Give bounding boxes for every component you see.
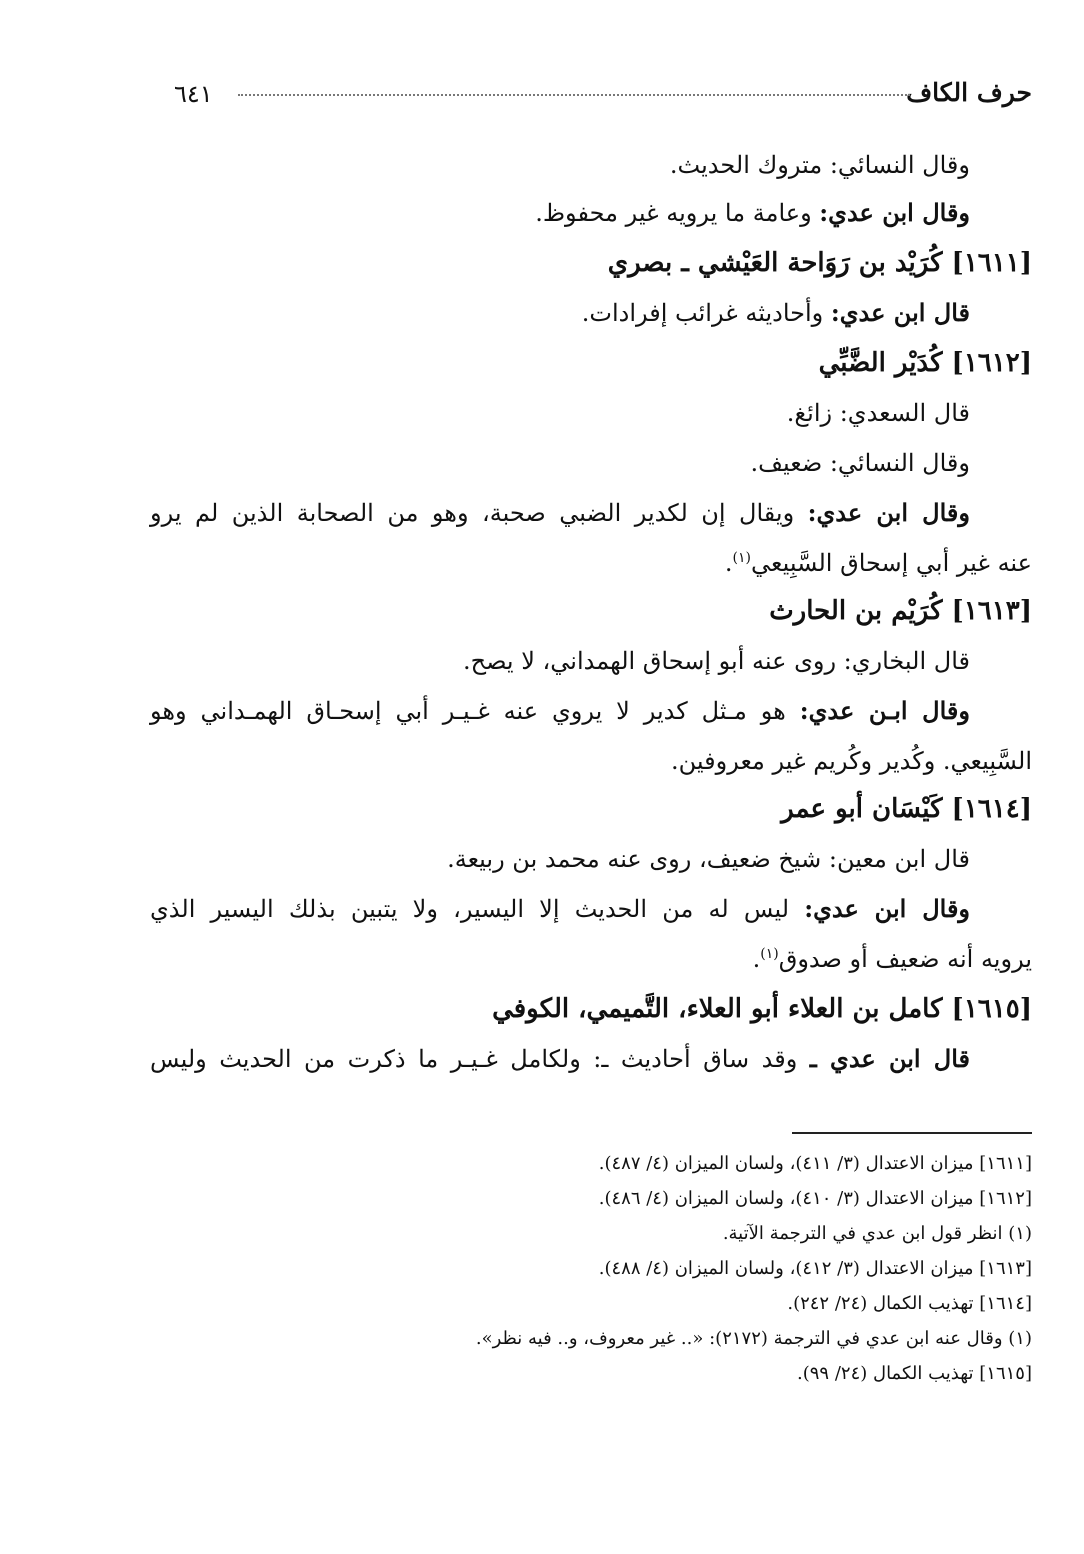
page-number: ٦٤١ bbox=[174, 80, 213, 108]
footnote-marker: (١) bbox=[732, 550, 751, 566]
header-dotted-rule bbox=[238, 94, 910, 96]
footnote: [١٦١٤] تهذيب الكمال (٢٤/ ٢٤٢). bbox=[787, 1293, 1032, 1314]
footnote: [١٦١٣] ميزان الاعتدال (٣/ ٤١٢)، ولسان الميزان (٤/ ٤٨٨). bbox=[598, 1258, 1032, 1279]
text-line: السَّبِيعي. وكُدير وكُريم غير معروفين. bbox=[671, 747, 1032, 775]
text-line: وقال ابن عدي: وعامة ما يرويه غير محفوظ. bbox=[535, 198, 970, 227]
entry-heading: [١٦١٢] كُدَيْر الضَّبِّي bbox=[818, 348, 1032, 378]
chapter-title: حرف الكاف bbox=[906, 78, 1032, 107]
entry-heading: [١٦١٥] كامل بن العلاء أبو العلاء، التَّميمي، الكوفي bbox=[492, 994, 1032, 1024]
text-line: عنه غير أبي إسحاق السَّبِيعي$^{(١)}$. bbox=[724, 549, 1032, 577]
entry-heading: [١٦١١] كُرَيْد بن رَوَاحة العَيْشي ـ بصري bbox=[607, 248, 1032, 278]
footnote-separator bbox=[792, 1132, 1032, 1134]
entry-heading: [١٦١٣] كُرَيْم بن الحارث bbox=[769, 596, 1032, 626]
page-header bbox=[150, 72, 1032, 112]
footnote: (١) وقال عنه ابن عدي في الترجمة (٢١٧٢): «.. غير معروف، و.. فيه نظر». bbox=[475, 1328, 1032, 1349]
text-line: قال ابن عدي ـ وقد ساق أحاديث ـ: ولكامل غـيـر ما ذكرت من الحديث وليس bbox=[150, 1044, 971, 1073]
footnote-marker: (١) bbox=[760, 946, 779, 962]
entry-heading: [١٦١٤] كَيْسَان أبو عمر bbox=[781, 794, 1032, 824]
text-line: قال ابن عدي: وأحاديثه غرائب إفرادات. bbox=[581, 298, 970, 327]
footnote: (١) انظر قول ابن عدي في الترجمة الآتية. bbox=[722, 1223, 1032, 1244]
text-line: وقال النسائي: متروك الحديث. bbox=[669, 151, 970, 179]
footnote: [١٦١٥] تهذيب الكمال (٢٤/ ٩٩). bbox=[797, 1363, 1032, 1384]
footnote: [١٦١٢] ميزان الاعتدال (٣/ ٤١٠)، ولسان الميزان (٤/ ٤٨٦). bbox=[598, 1188, 1032, 1209]
text-line: وقال النسائي: ضعيف. bbox=[750, 449, 970, 477]
text-line: وقال ابن عدي: ويقال إن لكدير الضبي صحبة، وهو من الصحابة الذين لم يرو bbox=[150, 498, 970, 527]
text-line: قال البخاري: روى عنه أبو إسحاق الهمداني، لا يصح. bbox=[463, 647, 970, 675]
text-line: وقال ابـن عدي: هو مـثل كدير لا يروي عنه غـيـر أبي إسحـاق الهمـداني وهو bbox=[150, 696, 970, 725]
text-line: يرويه أنه ضعيف أو صدوق$^{(١)}$. bbox=[752, 945, 1032, 973]
text-line: وقال ابن عدي: ليس له من الحديث إلا اليسير، ولا يتبين بذلك اليسير الذي bbox=[150, 894, 971, 923]
text-line: قال السعدي: زائغ. bbox=[786, 399, 970, 427]
footnote: [١٦١١] ميزان الاعتدال (٣/ ٤١١)، ولسان الميزان (٤/ ٤٨٧). bbox=[598, 1153, 1032, 1174]
text-line: قال ابن معين: شيخ ضعيف، روى عنه محمد بن ربيعة. bbox=[447, 845, 970, 873]
